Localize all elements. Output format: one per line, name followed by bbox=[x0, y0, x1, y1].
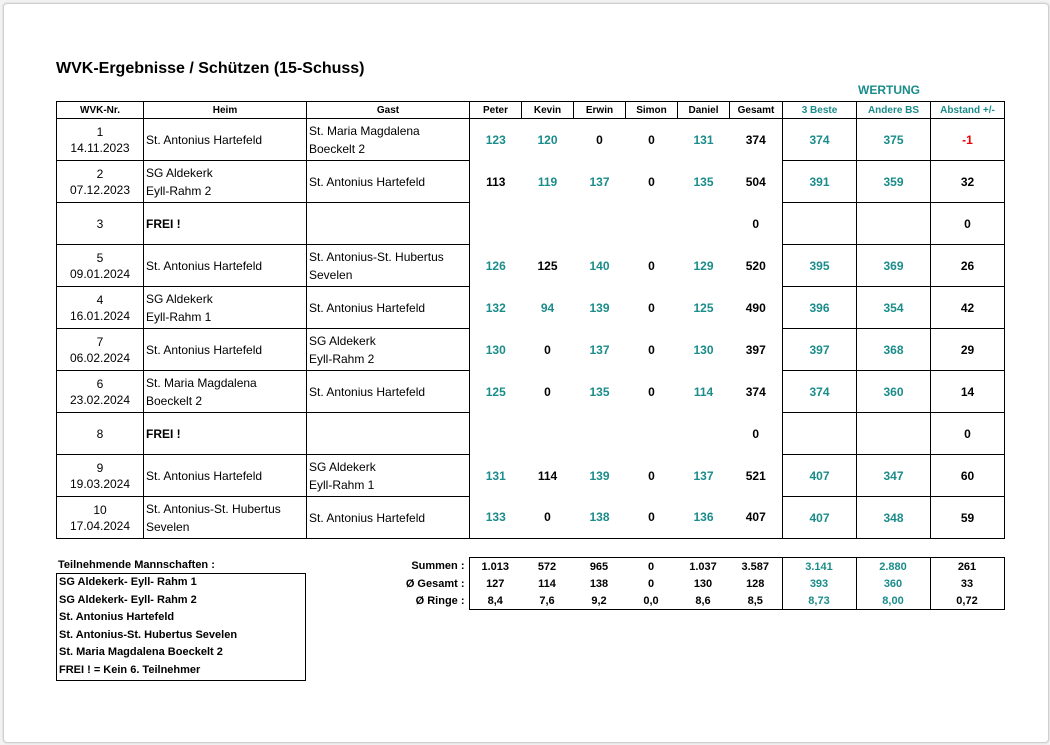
teilnehmer-item: St. Maria Magdalena Boeckelt 2 bbox=[59, 646, 223, 659]
summary-value: 138 bbox=[589, 577, 609, 590]
summary-beste: 3.141 bbox=[782, 558, 856, 576]
heim-line: Sevelen bbox=[146, 519, 190, 534]
shooter-score: 126 bbox=[485, 258, 506, 273]
heim-line: FREI ! bbox=[146, 426, 181, 441]
match-number: 3 bbox=[96, 216, 104, 231]
match-number-cell bbox=[57, 287, 144, 329]
summary-value: 8,5 bbox=[729, 592, 782, 610]
gast-line: Boeckelt 2 bbox=[309, 141, 366, 156]
gast-team bbox=[307, 413, 470, 455]
shooter-score bbox=[678, 413, 730, 455]
gesamt-score: 490 bbox=[730, 287, 783, 329]
gast-team bbox=[307, 119, 470, 161]
shooter-score: 114 bbox=[537, 468, 558, 483]
gesamt-score: 374 bbox=[730, 371, 783, 413]
gast-line: St. Antonius Hartefeld bbox=[309, 300, 426, 315]
table-row bbox=[57, 329, 1005, 371]
heim-line: St. Antonius Hartefeld bbox=[146, 258, 263, 273]
gast-team bbox=[307, 287, 470, 329]
match-number: 5 bbox=[96, 250, 104, 265]
match-number-cell bbox=[57, 455, 144, 497]
match-number: 4 bbox=[96, 292, 104, 307]
andere-score: 354 bbox=[857, 287, 931, 329]
match-number-cell bbox=[57, 119, 144, 161]
gast-line: St. Antonius-St. Hubertus bbox=[309, 249, 444, 264]
beste-score: 396 bbox=[783, 287, 857, 329]
heim-line: SG Aldekerk bbox=[146, 291, 213, 306]
heim-team bbox=[144, 161, 307, 203]
andere-score bbox=[857, 413, 931, 455]
heim-line: Boeckelt 2 bbox=[146, 393, 203, 408]
teilnehmer-list bbox=[56, 573, 306, 681]
match-number-cell bbox=[57, 371, 144, 413]
andere-score: 347 bbox=[857, 455, 931, 497]
beste-score bbox=[783, 203, 857, 245]
summary-beste: 393 bbox=[782, 575, 856, 592]
header-row bbox=[57, 102, 1005, 119]
abstand-score: 29 bbox=[931, 329, 1005, 371]
shooter-score: 125 bbox=[537, 258, 558, 273]
gast-line: Sevelen bbox=[309, 267, 353, 282]
match-number: 10 bbox=[93, 502, 107, 517]
summary-value: 3.587 bbox=[729, 558, 782, 576]
gast-line: St. Maria Magdalena bbox=[309, 123, 420, 138]
heim-line: St. Antonius Hartefeld bbox=[146, 468, 263, 483]
match-number-cell bbox=[57, 413, 144, 455]
match-date: 17.04.2024 bbox=[69, 518, 131, 533]
summary-value: 127 bbox=[469, 575, 521, 592]
beste-score: 374 bbox=[783, 119, 857, 161]
summary-value: 1.037 bbox=[677, 558, 729, 576]
shooter-score bbox=[522, 413, 574, 455]
shooter-score: 137 bbox=[589, 342, 610, 357]
match-number-cell bbox=[57, 329, 144, 371]
wertung-label: WERTUNG bbox=[858, 83, 920, 97]
shooter-score bbox=[574, 203, 626, 245]
gesamt-score: 504 bbox=[730, 161, 783, 203]
shooter-score bbox=[522, 203, 574, 245]
header-nr: WVK-Nr. bbox=[57, 102, 144, 119]
table-row bbox=[57, 371, 1005, 413]
shooter-score: 138 bbox=[574, 497, 626, 539]
teilnehmer-item: FREI ! = Kein 6. Teilnehmer bbox=[59, 663, 201, 676]
shooter-score: 129 bbox=[693, 258, 714, 273]
beste-score bbox=[783, 413, 857, 455]
heim-team bbox=[144, 371, 307, 413]
heim-line: FREI ! bbox=[146, 216, 181, 231]
summary-label: Ø Ringe : bbox=[415, 594, 465, 607]
results-table bbox=[56, 101, 1005, 539]
shooter-score bbox=[470, 203, 522, 245]
summary-value: 7,6 bbox=[521, 592, 573, 610]
shooter-score: 119 bbox=[537, 174, 558, 189]
gesamt-score: 407 bbox=[730, 497, 783, 539]
andere-score: 348 bbox=[857, 497, 931, 539]
summary-value: 130 bbox=[693, 577, 713, 590]
andere-score: 360 bbox=[857, 371, 931, 413]
gesamt-score: 0 bbox=[730, 203, 783, 245]
gesamt-score: 521 bbox=[730, 455, 783, 497]
heim-team bbox=[144, 413, 307, 455]
shooter-score: 0 bbox=[648, 132, 655, 147]
heim-team bbox=[144, 245, 307, 287]
abstand-score: 26 bbox=[931, 245, 1005, 287]
shooter-score: 140 bbox=[589, 258, 610, 273]
summary-abstand: 33 bbox=[930, 575, 1004, 592]
abstand-score: -1 bbox=[931, 119, 1005, 161]
gast-team bbox=[307, 203, 470, 245]
shooter-score: 136 bbox=[678, 497, 730, 539]
summary-value: 1.013 bbox=[469, 558, 521, 576]
summary-label: Ø Gesamt : bbox=[405, 577, 465, 590]
header-gast: Gast bbox=[307, 102, 470, 119]
summary-value: 114 bbox=[538, 577, 556, 590]
table-row bbox=[57, 413, 1005, 455]
shooter-score bbox=[678, 203, 730, 245]
gast-line: SG Aldekerk bbox=[309, 459, 376, 474]
match-date: 16.01.2024 bbox=[69, 308, 131, 323]
summary-value: 8,4 bbox=[469, 592, 521, 610]
heim-team bbox=[144, 119, 307, 161]
gast-team bbox=[307, 455, 470, 497]
table-row bbox=[57, 161, 1005, 203]
header-heim: Heim bbox=[144, 102, 307, 119]
shooter-score: 125 bbox=[693, 300, 714, 315]
shooter-score: 130 bbox=[693, 342, 714, 357]
beste-score: 374 bbox=[783, 371, 857, 413]
heim-team bbox=[144, 329, 307, 371]
summary-value: 572 bbox=[521, 558, 573, 576]
match-date: 07.12.2023 bbox=[69, 182, 131, 197]
summary-value: 9,2 bbox=[573, 592, 625, 610]
summary-value: 0 bbox=[625, 558, 677, 576]
shooter-score: 133 bbox=[470, 497, 522, 539]
gesamt-score: 0 bbox=[730, 413, 783, 455]
table-row bbox=[57, 497, 1005, 539]
beste-score: 391 bbox=[783, 161, 857, 203]
gast-line: St. Antonius Hartefeld bbox=[309, 510, 426, 525]
shooter-score: 0 bbox=[648, 258, 655, 273]
table-row bbox=[57, 203, 1005, 245]
shooter-score bbox=[574, 413, 626, 455]
shooter-score: 131 bbox=[485, 468, 506, 483]
shooter-score: 135 bbox=[589, 384, 610, 399]
shooter-score: 123 bbox=[485, 132, 506, 147]
shooter-score: 0 bbox=[544, 384, 551, 399]
header-shooter: Simon bbox=[626, 102, 678, 119]
heim-team bbox=[144, 287, 307, 329]
gast-team bbox=[307, 329, 470, 371]
header-3-beste: 3 Beste bbox=[783, 102, 857, 119]
table-row bbox=[57, 455, 1005, 497]
heim-line: SG Aldekerk bbox=[146, 165, 213, 180]
summary-abstand: 261 bbox=[930, 558, 1004, 576]
heim-team bbox=[144, 455, 307, 497]
match-number: 7 bbox=[96, 334, 104, 349]
header-shooter: Kevin bbox=[522, 102, 574, 119]
shooter-score: 139 bbox=[589, 468, 610, 483]
gesamt-score: 374 bbox=[730, 119, 783, 161]
gast-line: Eyll-Rahm 1 bbox=[309, 477, 375, 492]
teilnehmer-item: St. Antonius Hartefeld bbox=[59, 611, 175, 624]
shooter-score bbox=[470, 413, 522, 455]
gesamt-score: 520 bbox=[730, 245, 783, 287]
abstand-score: 42 bbox=[931, 287, 1005, 329]
summary-value: 965 bbox=[573, 558, 625, 576]
gast-line: St. Antonius Hartefeld bbox=[309, 384, 426, 399]
table-row bbox=[57, 119, 1005, 161]
shooter-score: 114 bbox=[693, 384, 714, 399]
shooter-score: 137 bbox=[693, 468, 714, 483]
heim-team bbox=[144, 497, 307, 539]
andere-score: 375 bbox=[857, 119, 931, 161]
summary-andere: 8,00 bbox=[856, 592, 930, 610]
abstand-score: 32 bbox=[931, 161, 1005, 203]
abstand-score: 60 bbox=[931, 455, 1005, 497]
beste-score: 407 bbox=[783, 497, 857, 539]
shooter-score: 0 bbox=[626, 497, 678, 539]
andere-score: 359 bbox=[857, 161, 931, 203]
andere-score bbox=[857, 203, 931, 245]
shooter-score: 113 bbox=[486, 174, 506, 189]
match-date: 14.11.2023 bbox=[70, 140, 130, 155]
shooter-score: 0 bbox=[648, 384, 655, 399]
shooter-score: 125 bbox=[485, 384, 506, 399]
match-number-cell bbox=[57, 161, 144, 203]
match-date: 06.02.2024 bbox=[69, 350, 131, 365]
shooter-score: 132 bbox=[485, 300, 506, 315]
shooter-score: 0 bbox=[648, 174, 655, 189]
gast-team bbox=[307, 497, 470, 539]
shooter-score: 0 bbox=[522, 497, 574, 539]
header-andere-bs: Andere BS bbox=[857, 102, 931, 119]
match-number: 8 bbox=[96, 426, 104, 441]
shooter-score: 0 bbox=[648, 468, 655, 483]
heim-line: St. Antonius-St. Hubertus bbox=[146, 501, 281, 516]
shooter-score: 137 bbox=[589, 174, 610, 189]
gast-line: St. Antonius Hartefeld bbox=[309, 174, 426, 189]
page-title: WVK-Ergebnisse / Schützen (15-Schuss) bbox=[56, 60, 365, 77]
abstand-score: 0 bbox=[931, 413, 1005, 455]
heim-line: St. Antonius Hartefeld bbox=[146, 132, 263, 147]
summary-beste: 8,73 bbox=[782, 592, 856, 610]
match-date: 09.01.2024 bbox=[69, 266, 131, 281]
heim-team bbox=[144, 203, 307, 245]
shooter-score bbox=[626, 203, 678, 245]
match-number: 6 bbox=[96, 376, 104, 391]
gast-team bbox=[307, 161, 470, 203]
match-date: 23.02.2024 bbox=[69, 392, 131, 407]
beste-score: 397 bbox=[783, 329, 857, 371]
andere-score: 368 bbox=[857, 329, 931, 371]
header-gesamt: Gesamt bbox=[730, 102, 783, 119]
shooter-score: 94 bbox=[540, 300, 555, 315]
teilnehmer-item: SG Aldekerk- Eyll- Rahm 1 bbox=[59, 576, 197, 588]
table-row bbox=[57, 245, 1005, 287]
teilnehmer-item: SG Aldekerk- Eyll- Rahm 2 bbox=[59, 593, 197, 606]
summary-andere: 2.880 bbox=[856, 558, 930, 576]
header-shooter: Daniel bbox=[678, 102, 730, 119]
match-number-cell bbox=[57, 497, 144, 539]
heim-line: St. Maria Magdalena bbox=[146, 375, 257, 390]
summary-andere: 360 bbox=[856, 575, 930, 592]
summary-value: 0,0 bbox=[625, 592, 677, 610]
summary-label: Summen : bbox=[411, 560, 465, 573]
gast-line: SG Aldekerk bbox=[309, 333, 376, 348]
heim-line: Eyll-Rahm 2 bbox=[146, 183, 212, 198]
shooter-score: 130 bbox=[485, 342, 506, 357]
summary-value: 8,6 bbox=[677, 592, 729, 610]
heim-line: Eyll-Rahm 1 bbox=[146, 309, 212, 324]
shooter-score bbox=[626, 413, 678, 455]
gast-line: Eyll-Rahm 2 bbox=[309, 351, 375, 366]
shooter-score: 120 bbox=[537, 132, 558, 147]
header-abstand: Abstand +/- bbox=[931, 102, 1005, 119]
gesamt-score: 397 bbox=[730, 329, 783, 371]
gast-team bbox=[307, 371, 470, 413]
heim-line: St. Antonius Hartefeld bbox=[146, 342, 263, 357]
summary-value: 0 bbox=[647, 577, 655, 590]
shooter-score: 0 bbox=[648, 342, 655, 357]
gast-team bbox=[307, 245, 470, 287]
beste-score: 395 bbox=[783, 245, 857, 287]
match-number: 2 bbox=[96, 166, 104, 181]
header-shooter: Peter bbox=[470, 102, 522, 119]
match-number-cell bbox=[57, 203, 144, 245]
match-number: 9 bbox=[96, 460, 104, 475]
shooter-score: 0 bbox=[648, 300, 655, 315]
shooter-score: 139 bbox=[589, 300, 610, 315]
teilnehmer-title: Teilnehmende Mannschaften : bbox=[58, 559, 215, 571]
summary-abstand: 0,72 bbox=[930, 592, 1004, 610]
summary-value: 128 bbox=[746, 577, 765, 590]
teilnehmer-item: St. Antonius-St. Hubertus Sevelen bbox=[59, 628, 238, 641]
shooter-score: 0 bbox=[596, 132, 603, 147]
match-number-cell bbox=[57, 245, 144, 287]
andere-score: 369 bbox=[857, 245, 931, 287]
table-row bbox=[57, 287, 1005, 329]
shooter-score: 135 bbox=[693, 174, 714, 189]
abstand-score: 14 bbox=[931, 371, 1005, 413]
beste-score: 407 bbox=[783, 455, 857, 497]
match-date: 19.03.2024 bbox=[69, 476, 131, 491]
abstand-score: 59 bbox=[931, 497, 1005, 539]
shooter-score: 0 bbox=[544, 342, 551, 357]
header-shooter: Erwin bbox=[574, 102, 626, 119]
abstand-score: 0 bbox=[931, 203, 1005, 245]
shooter-score: 131 bbox=[693, 132, 714, 147]
match-number: 1 bbox=[96, 124, 104, 139]
